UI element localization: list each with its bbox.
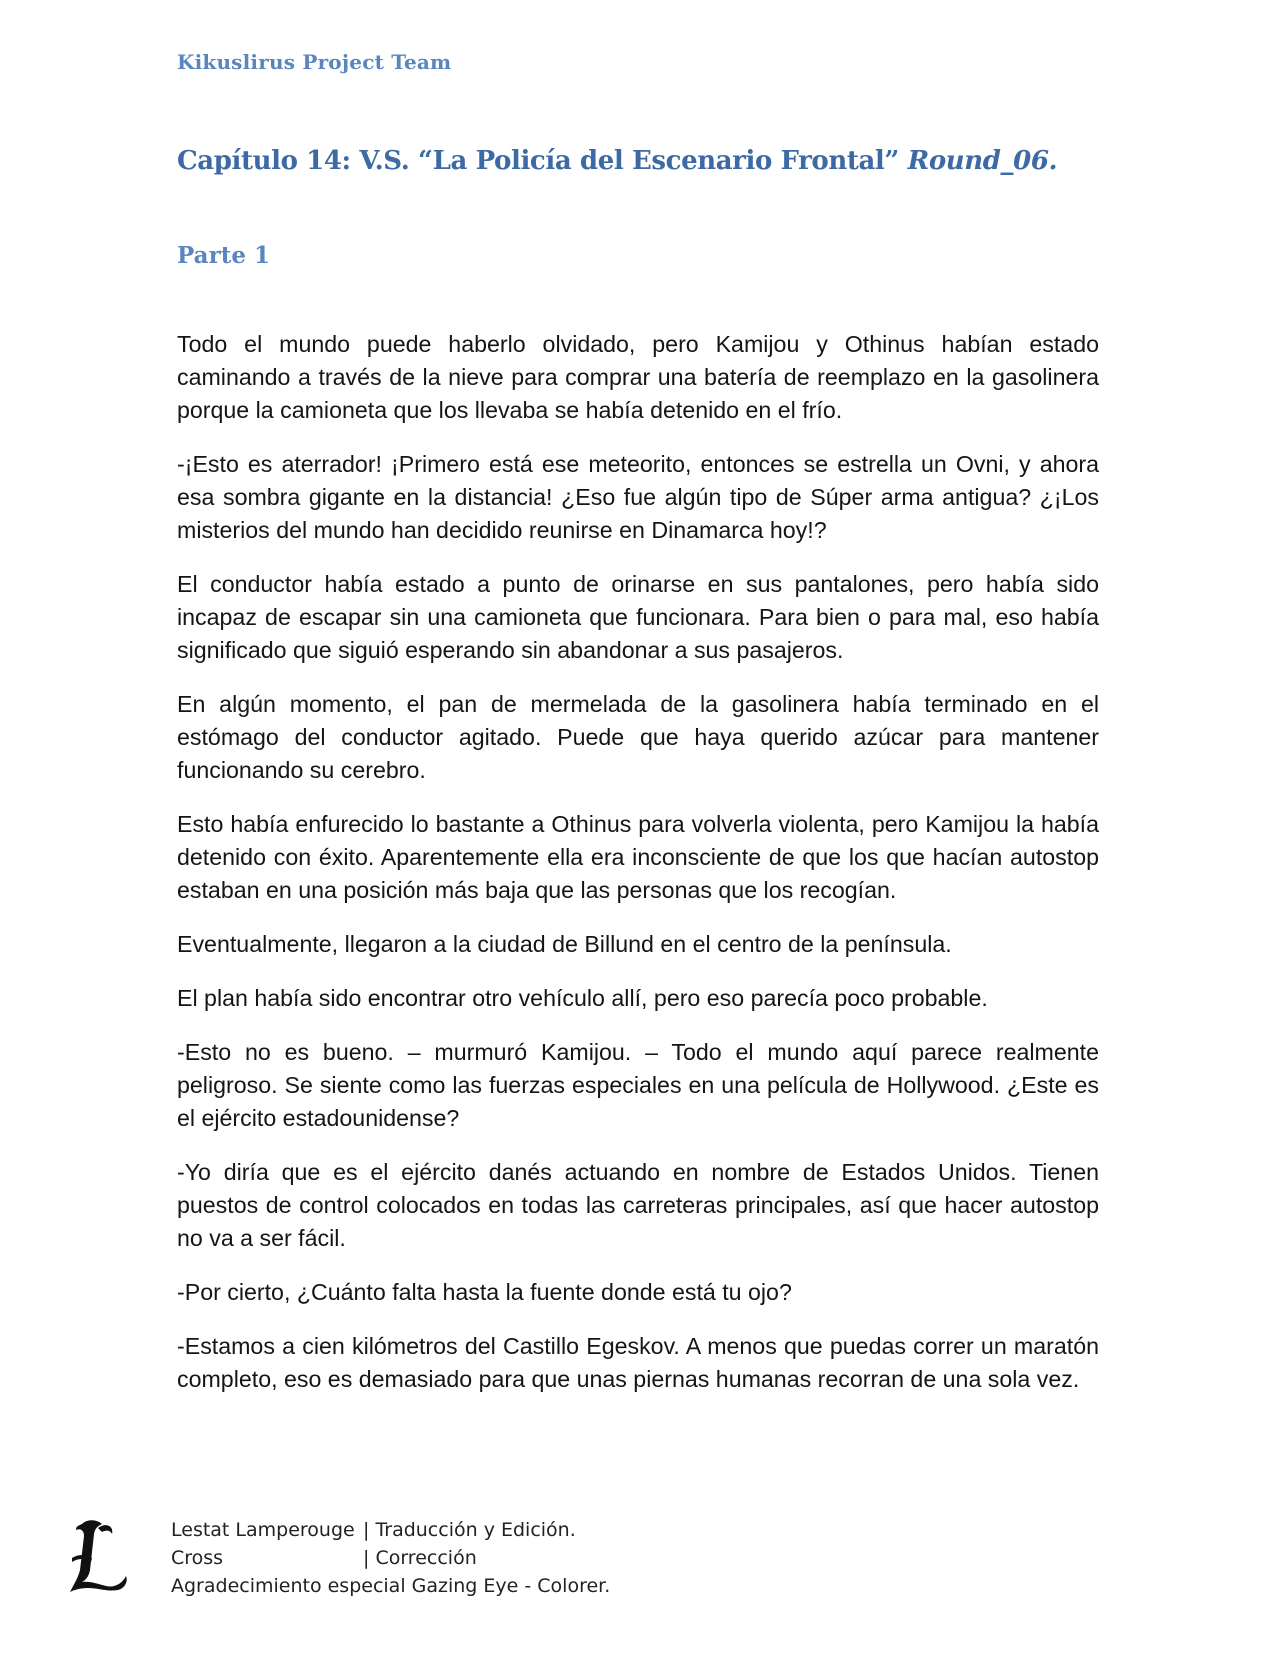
paragraph: Esto había enfurecido lo bastante a Othinus para volverla violenta, pero Kamijou la había detenido con éxito. Aparentemente ella era inconsciente de que los que hacían autostop estaban en una posición más baja que las personas que los recogían. [177, 811, 1099, 903]
credit-name: Cross [171, 1547, 224, 1569]
paragraph: -Yo diría que es el ejército danés actuando en nombre de Estados Unidos. Tienen puestos de control colocados en todas las carreteras principales, así que hacer autostop no va a ser fácil. [177, 1159, 1099, 1251]
chapter-title-round: Round_06. [907, 146, 1058, 176]
credit-role: | Corrección [363, 1547, 477, 1569]
gothic-letter-l-logo-icon [68, 1518, 132, 1592]
credits-block [171, 1516, 610, 1600]
paragraph: Eventualmente, llegaron a la ciudad de Billund en el centro de la península. [177, 931, 952, 957]
credit-row [171, 1544, 610, 1572]
paragraph: -Estamos a cien kilómetros del Castillo Egeskov. A menos que puedas correr un maratón completo, eso es demasiado para que unas piernas humanas recorran de una sola vez. [177, 1333, 1099, 1392]
credit-row [171, 1516, 610, 1544]
paragraph: El plan había sido encontrar otro vehículo allí, pero eso parecía poco probable. [177, 985, 988, 1011]
special-thanks: Agradecimiento especial Gazing Eye - Colorer. [171, 1575, 611, 1597]
part-title: Parte 1 [177, 242, 270, 269]
header-team-name: Kikuslirus Project Team [177, 50, 452, 74]
paragraph: El conductor había estado a punto de orinarse en sus pantalones, pero había sido incapaz de escapar sin una camioneta que funcionara. Para bien o para mal, eso había significado que siguió esperando sin abandonar a sus pasajeros. [177, 571, 1099, 663]
paragraph: -¡Esto es aterrador! ¡Primero está ese meteorito, entonces se estrella un Ovni, y ahora esa sombra gigante en la distancia! ¿Eso fue algún tipo de Súper arma antigua? ¿¡Los misterios del mundo han decidido reunirse en Dinamarca hoy!? [177, 451, 1099, 543]
paragraph: Todo el mundo puede haberlo olvidado, pero Kamijou y Othinus habían estado caminando a través de la nieve para comprar una batería de reemplazo en la gasolinera porque la camioneta que los llevaba se había detenido en el frío. [177, 331, 1099, 423]
paragraph: -Por cierto, ¿Cuánto falta hasta la fuente donde está tu ojo? [177, 1279, 792, 1305]
credit-name: Lestat Lamperouge [171, 1519, 355, 1541]
paragraph: -Esto no es bueno. – murmuró Kamijou. – Todo el mundo aquí parece realmente peligroso. Se siente como las fuerzas especiales en una película de Hollywood. ¿Este es el ejército estadounidense? [177, 1039, 1099, 1131]
body-text [177, 328, 1099, 1417]
chapter-title [177, 146, 1057, 176]
credit-role: | Traducción y Edición. [363, 1519, 576, 1541]
chapter-title-main: Capítulo 14: V.S. “La Policía del Escenario Frontal” [177, 146, 908, 176]
page-footer [60, 1516, 1220, 1626]
paragraph: En algún momento, el pan de mermelada de la gasolinera había terminado en el estómago del conductor agitado. Puede que haya querido azúcar para mantener funcionando su cerebro. [177, 691, 1099, 783]
